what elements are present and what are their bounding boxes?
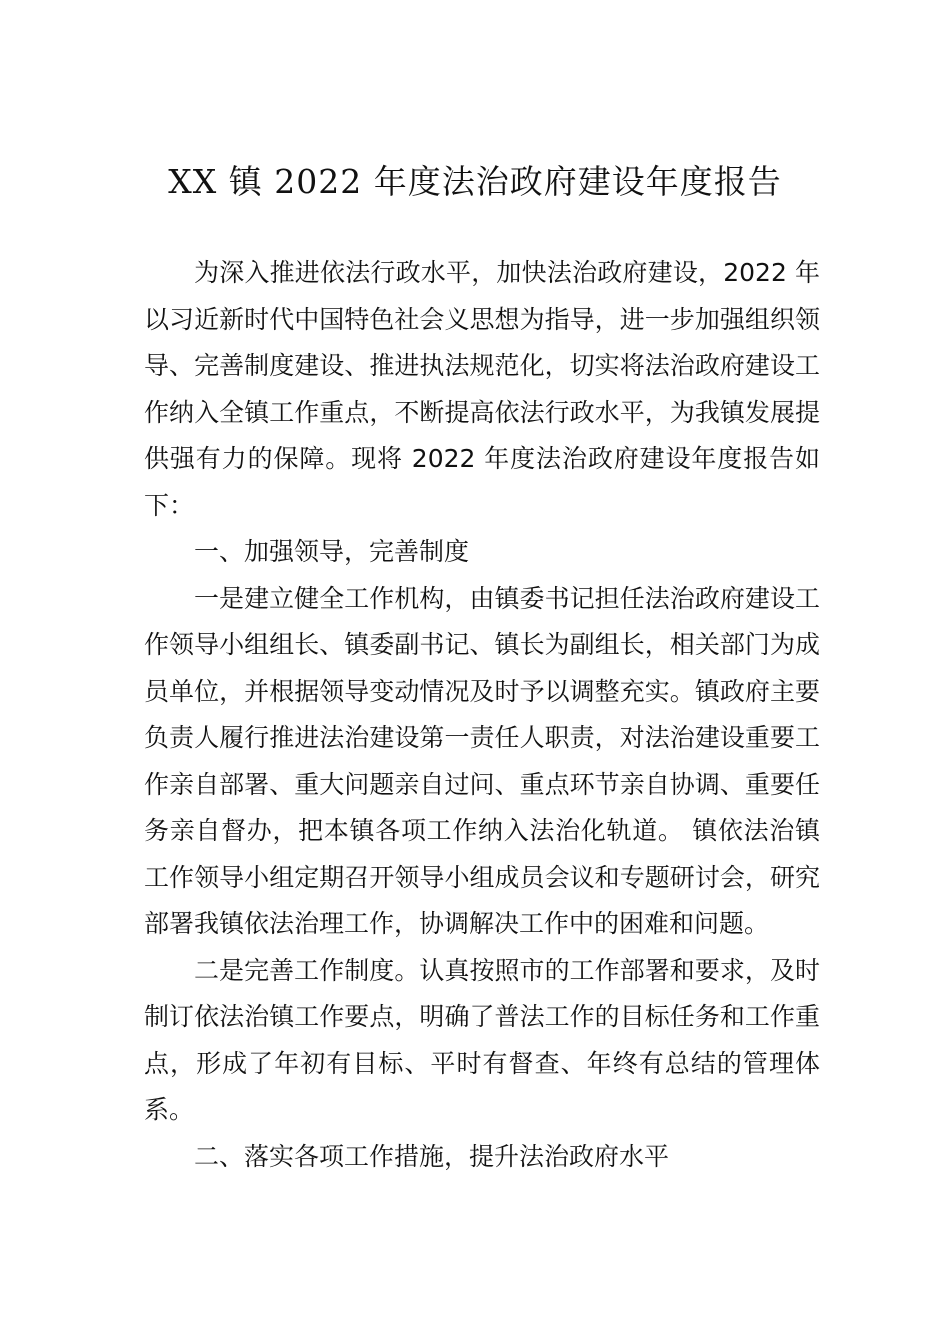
document-title: XX 镇 2022 年度法治政府建设年度报告	[168, 162, 782, 201]
document-body	[144, 250, 820, 1180]
section-heading-1: 一、加强领导，完善制度	[194, 537, 470, 566]
body-paragraph-1: 一是建立健全工作机构，由镇委书记担任法治政府建设工作领导小组组长、镇委副书记、镇长为副组长，相关部门为成员单位，并根据领导变动情况及时予以调整充实。镇政府主要负责人履行推进法治建设第一责任人职责，对法治建设重要工作亲自部署、重大问题亲自过问、重点环节亲自协调、重要任务亲自督办，把本镇各项工作纳入法治化轨道。 镇依法治镇工作领导小组定期召开领导小组成员会议和专题研讨会，研究部署我镇依法治理工作，协调解决工作中的困难和问题。	[144, 583, 820, 938]
intro-paragraph: 为深入推进依法行政水平，加快法治政府建设，2022 年以习近新时代中国特色社会义思想为指导，进一步加强组织领导、完善制度建设、推进执法规范化，切实将法治政府建设工作纳入全镇工作重点，不断提高依法行政水平，为我镇发展提供强有力的保障。现将 2022 年度法治政府建设年度报告如下：	[144, 258, 820, 520]
body-paragraph-2: 二是完善工作制度。认真按照市的工作部署和要求，及时制订依法治镇工作要点，明确了普法工作的目标任务和工作重点，形成了年初有目标、平时有督查、年终有总结的管理体系。	[144, 955, 820, 1124]
section-heading-2: 二、落实各项工作措施，提升法治政府水平	[194, 1141, 670, 1171]
